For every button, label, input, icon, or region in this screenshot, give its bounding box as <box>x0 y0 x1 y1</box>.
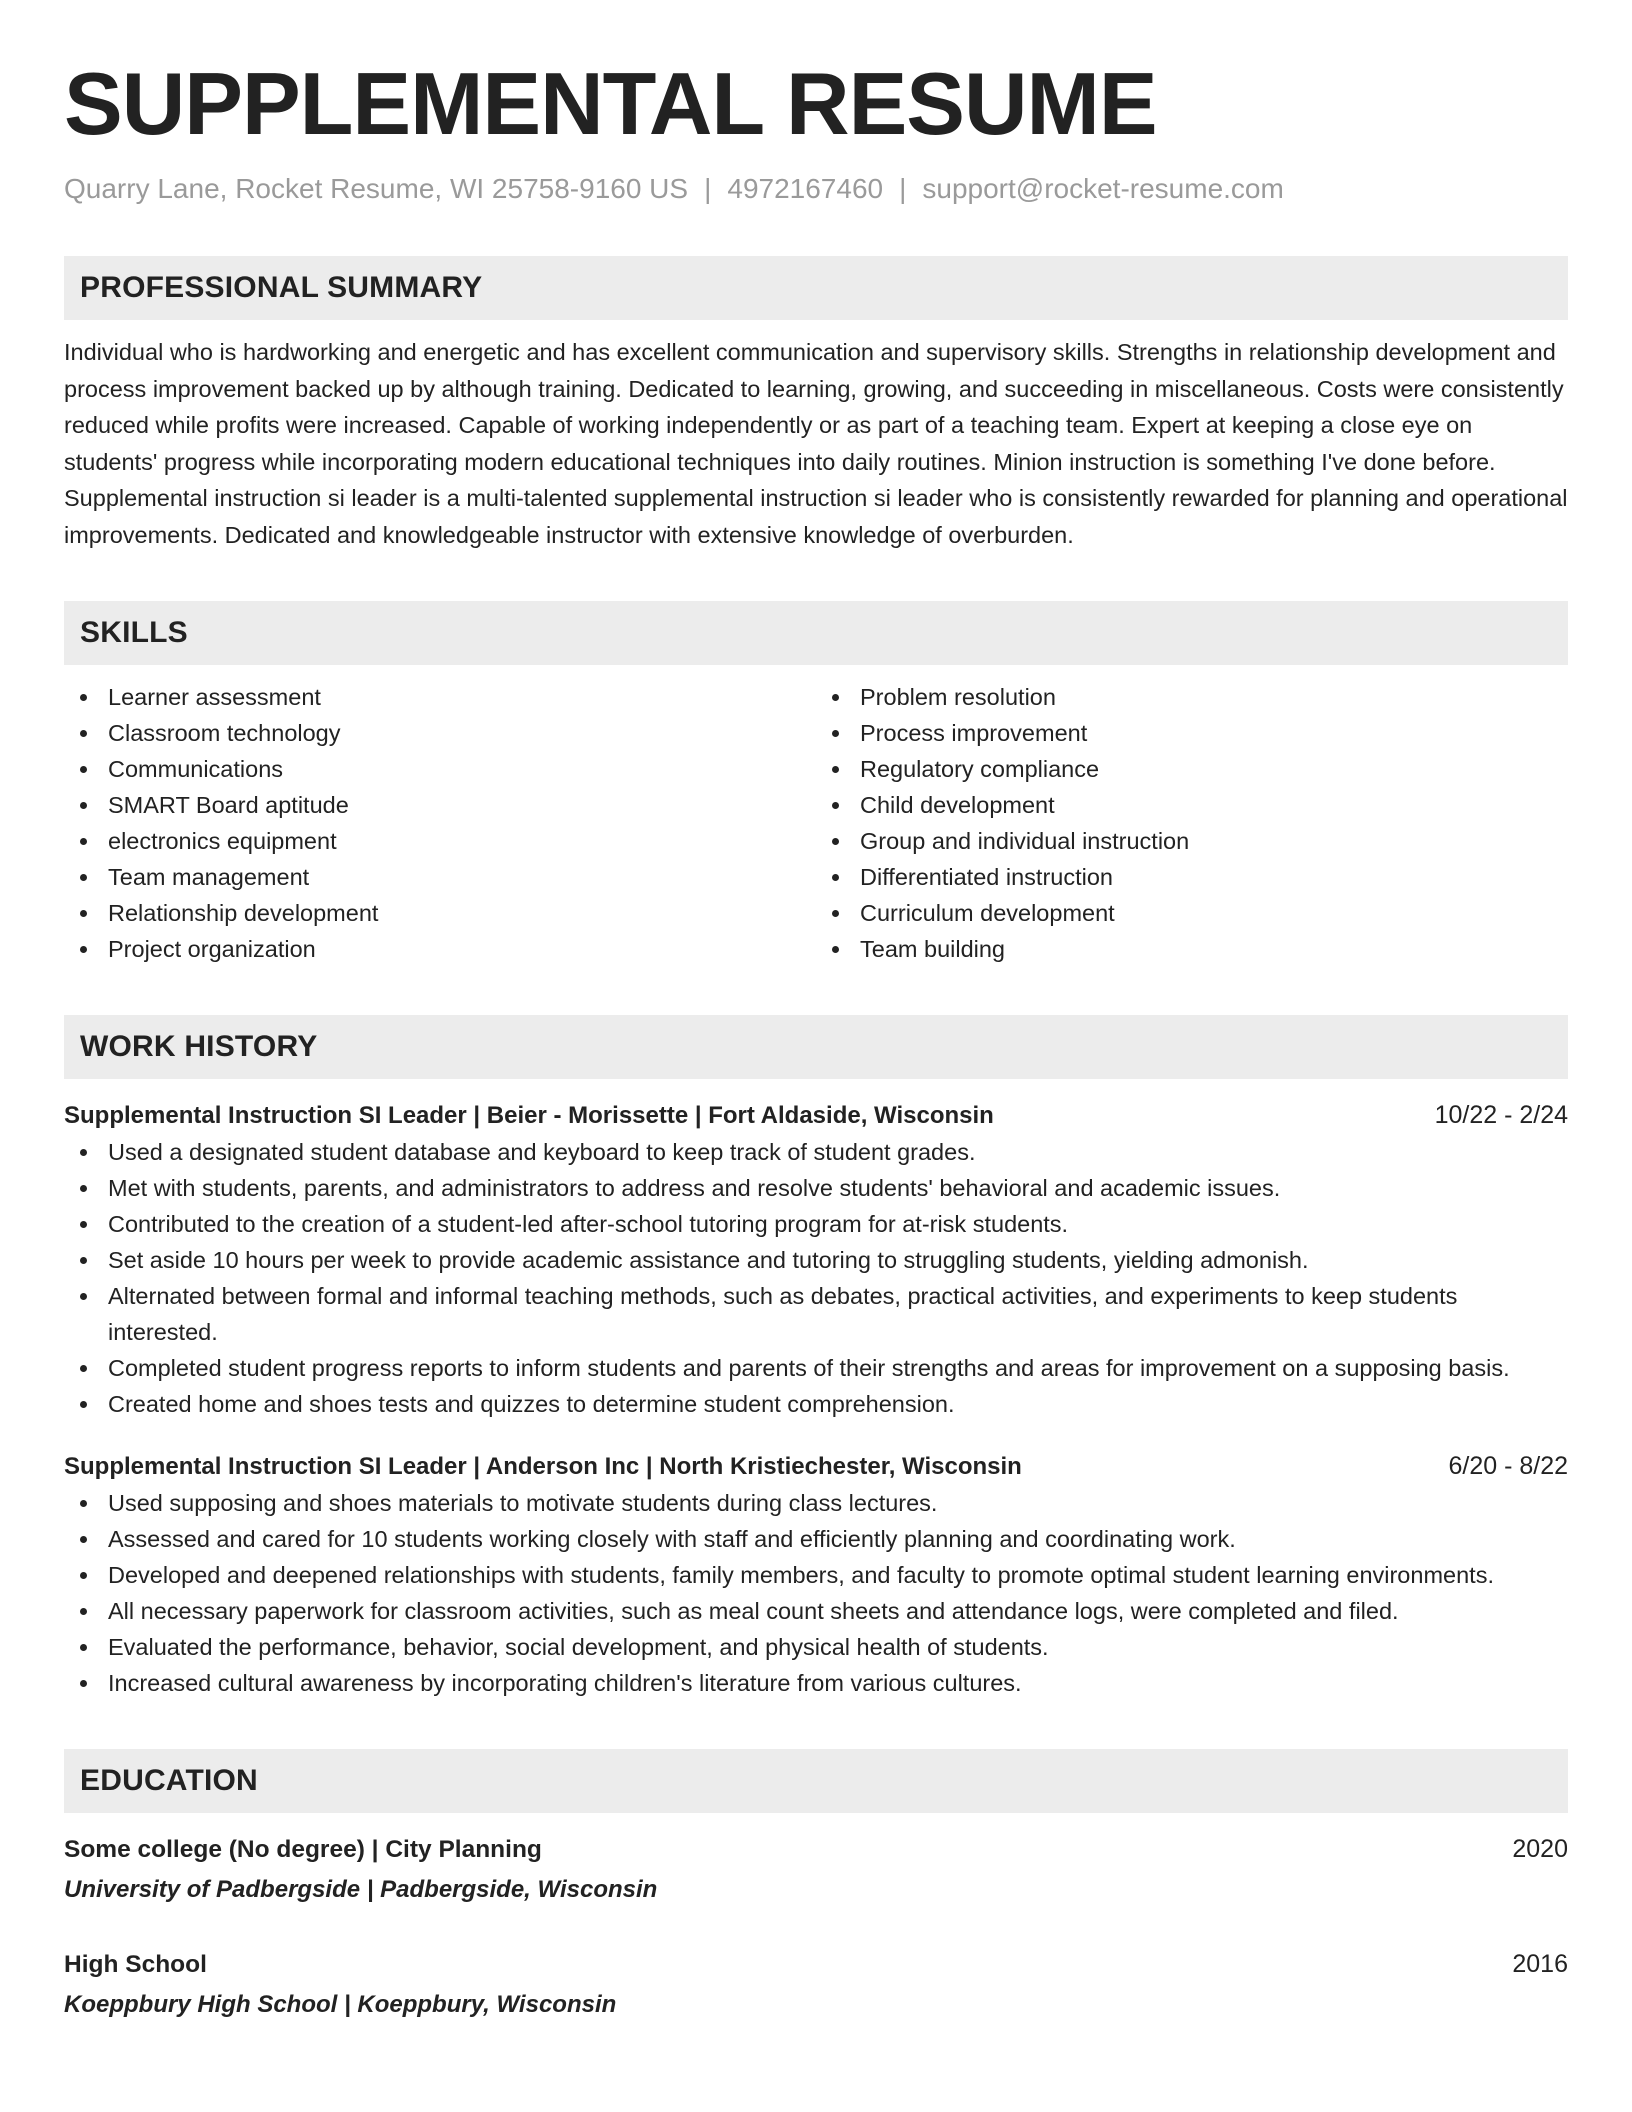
job-entry <box>64 1448 1568 1701</box>
skill-item: Learner assessment <box>64 679 816 715</box>
skill-item: Process improvement <box>816 715 1568 751</box>
contact-email: support@rocket-resume.com <box>922 173 1284 204</box>
skill-item: Relationship development <box>64 895 816 931</box>
work-history-heading: WORK HISTORY <box>64 1015 1568 1079</box>
skills-left-column <box>64 679 816 967</box>
education-year: 2016 <box>1512 1950 1568 1978</box>
job-duty: Contributed to the creation of a student-led after-school tutoring program for at-risk students. <box>64 1206 1568 1242</box>
education-entry <box>64 1831 1568 1908</box>
job-duty: Developed and deepened relationships with students, family members, and faculty to promote optimal student learning environments. <box>64 1557 1568 1593</box>
job-duty: All necessary paperwork for classroom activities, such as meal count sheets and attendance logs, were completed and filed. <box>64 1593 1568 1629</box>
education-entry <box>64 1946 1568 2023</box>
skill-item: Regulatory compliance <box>816 751 1568 787</box>
contact-separator: | <box>704 173 712 204</box>
job-duty: Completed student progress reports to inform students and parents of their strengths and areas for improvement on a supposing basis. <box>64 1350 1568 1386</box>
skill-item: Curriculum development <box>816 895 1568 931</box>
job-title: Supplemental Instruction SI Leader | Beier - Morissette | Fort Aldaside, Wisconsin <box>64 1102 994 1129</box>
skill-item: Communications <box>64 751 816 787</box>
job-entry <box>64 1097 1568 1422</box>
skill-item: Differentiated instruction <box>816 859 1568 895</box>
skill-item: Project organization <box>64 931 816 967</box>
education-degree: High School <box>64 1951 207 1978</box>
skills-list <box>64 679 1568 967</box>
contact-address: Quarry Lane, Rocket Resume, WI 25758-9160 US <box>64 173 689 204</box>
skill-item: Team management <box>64 859 816 895</box>
resume-title: SUPPLEMENTAL RESUME <box>64 54 1157 153</box>
summary-heading: PROFESSIONAL SUMMARY <box>64 256 1568 320</box>
skill-item: Team building <box>816 931 1568 967</box>
contact-line <box>64 170 1568 208</box>
job-duty: Increased cultural awareness by incorporating children's literature from various cultures. <box>64 1665 1568 1701</box>
education-year: 2020 <box>1512 1835 1568 1863</box>
job-duty: Alternated between formal and informal teaching methods, such as debates, practical activities, and experiments to keep students interested. <box>64 1278 1568 1350</box>
skill-item: Problem resolution <box>816 679 1568 715</box>
job-duty: Met with students, parents, and administrators to address and resolve students' behavioral and academic issues. <box>64 1170 1568 1206</box>
job-duty: Used a designated student database and keyboard to keep track of student grades. <box>64 1134 1568 1170</box>
skill-item: electronics equipment <box>64 823 816 859</box>
education-degree: Some college (No degree) | City Planning <box>64 1836 542 1863</box>
skill-item: Classroom technology <box>64 715 816 751</box>
education-school: Koeppbury High School | Koeppbury, Wisconsin <box>64 1991 617 2018</box>
education-heading: EDUCATION <box>64 1749 1568 1813</box>
job-duty: Evaluated the performance, behavior, social development, and physical health of students. <box>64 1629 1568 1665</box>
job-duties <box>64 1134 1568 1422</box>
skill-item: Child development <box>816 787 1568 823</box>
contact-phone: 4972167460 <box>727 173 884 204</box>
job-duty: Created home and shoes tests and quizzes to determine student comprehension. <box>64 1386 1568 1422</box>
job-dates: 6/20 - 8/22 <box>1448 1452 1568 1480</box>
job-header <box>64 1448 1568 1485</box>
job-duties <box>64 1485 1568 1701</box>
skills-heading: SKILLS <box>64 601 1568 665</box>
skills-right-column <box>816 679 1568 967</box>
job-duty: Used supposing and shoes materials to motivate students during class lectures. <box>64 1485 1568 1521</box>
summary-text: Individual who is hardworking and energetic and has excellent communication and supervisory skills. Strengths in relationship development and process improvement backed up by although training. Dedicated to learning, growing, and succeeding in miscellaneous. Costs were consistently reduced while profits were increased. Capable of working independently or as part of a teaching team. Expert at keeping a close eye on students' progress while incorporating modern educational techniques into daily routines. Minion instruction is something I've done before. Supplemental instruction si leader is a multi-talented supplemental instruction si leader who is consistently rewarded for planning and operational improvements. Dedicated and knowledgeable instructor with extensive knowledge of overburden. <box>64 339 1568 548</box>
education-school: University of Padbergside | Padbergside, Wisconsin <box>64 1876 658 1903</box>
job-duty: Set aside 10 hours per week to provide academic assistance and tutoring to struggling students, yielding admonish. <box>64 1242 1568 1278</box>
job-header <box>64 1097 1568 1134</box>
job-title: Supplemental Instruction SI Leader | Anderson Inc | North Kristiechester, Wisconsin <box>64 1453 1022 1480</box>
education-header <box>64 1831 1568 1868</box>
contact-separator: | <box>899 173 907 204</box>
job-dates: 10/22 - 2/24 <box>1434 1101 1568 1129</box>
skill-item: Group and individual instruction <box>816 823 1568 859</box>
job-duty: Assessed and cared for 10 students working closely with staff and efficiently planning and coordinating work. <box>64 1521 1568 1557</box>
skill-item: SMART Board aptitude <box>64 787 816 823</box>
education-header <box>64 1946 1568 1983</box>
